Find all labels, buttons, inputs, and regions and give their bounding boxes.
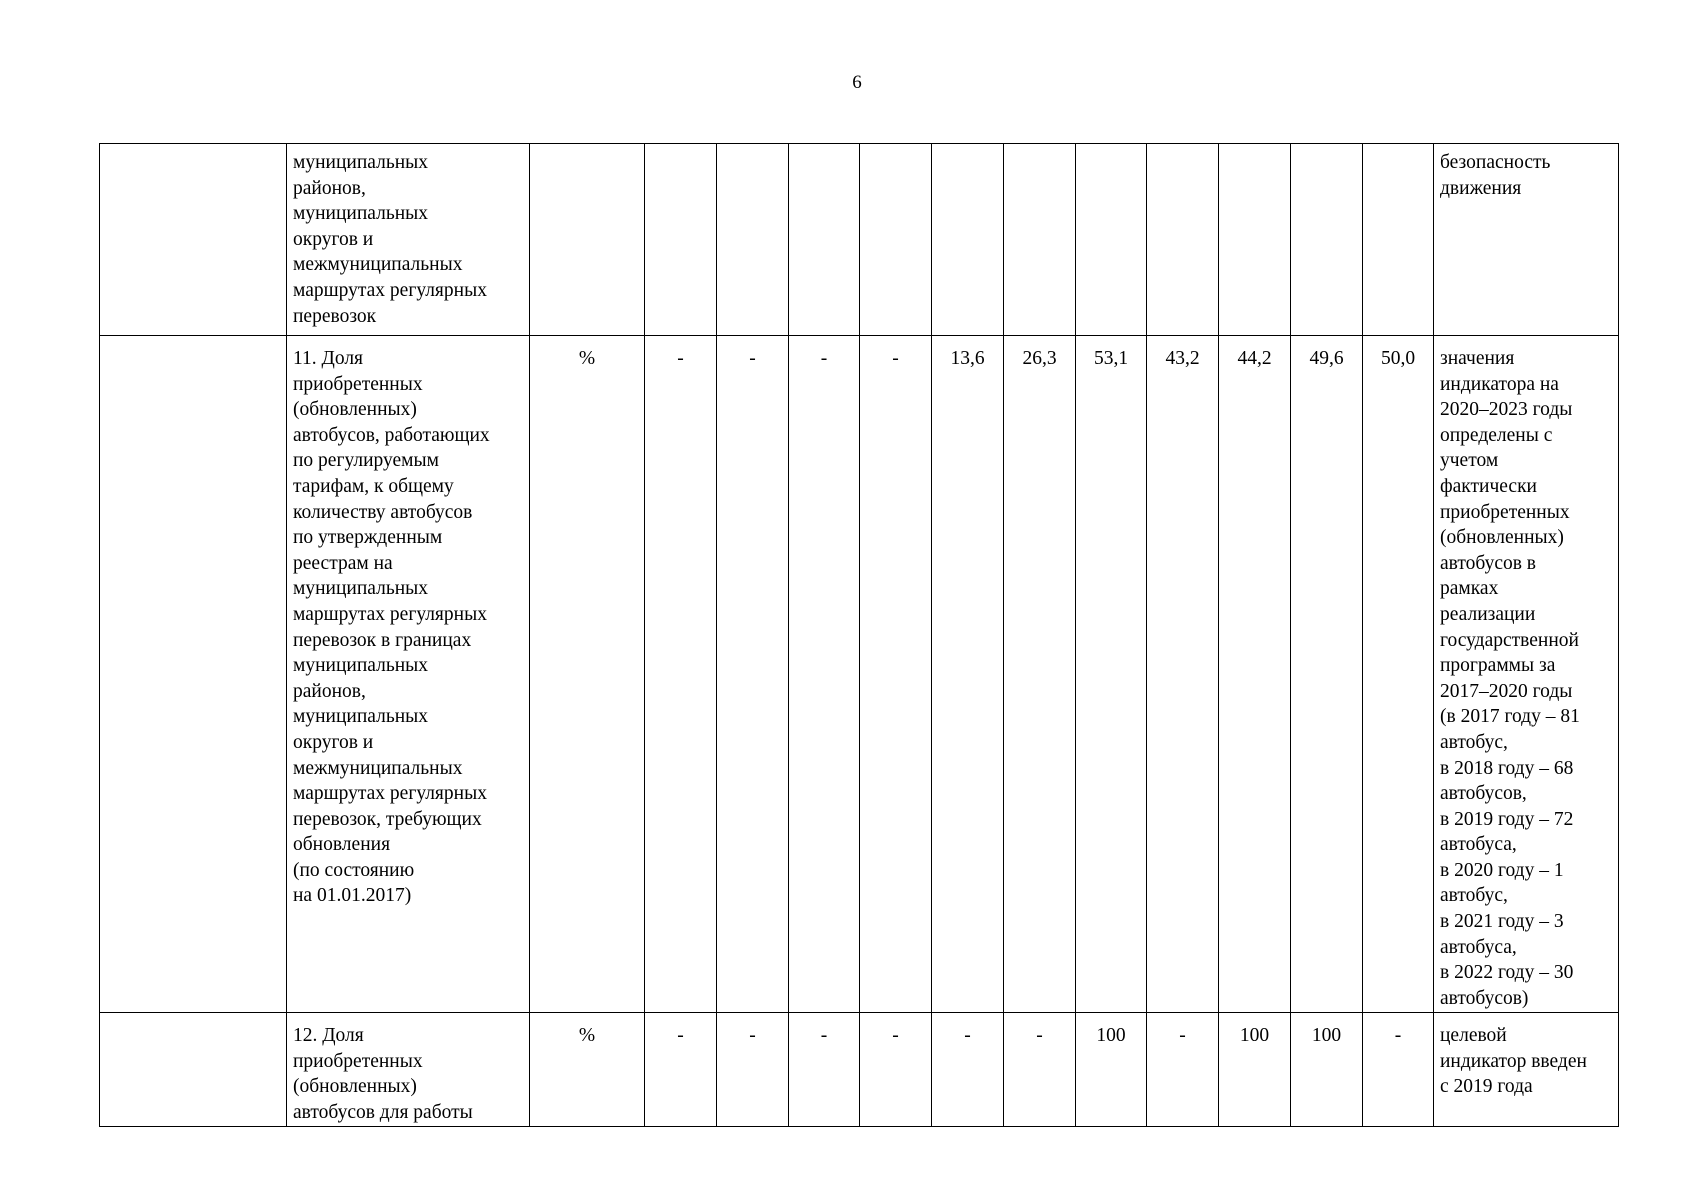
- value-cell: 49,6: [1291, 336, 1363, 1013]
- value-cell: -: [645, 1013, 717, 1127]
- value-cell: [860, 144, 932, 336]
- value-cell: [717, 144, 789, 336]
- note-cell: целевой индикатор введен с 2019 года: [1434, 1013, 1619, 1127]
- value-cell: [645, 144, 717, 336]
- table-row: [100, 144, 1619, 336]
- table-row: [100, 336, 1619, 1013]
- indicators-table: [99, 143, 1619, 1127]
- value-cell: -: [860, 336, 932, 1013]
- value-cell: 50,0: [1363, 336, 1434, 1013]
- value-cell: -: [1363, 1013, 1434, 1127]
- value-cell: 43,2: [1147, 336, 1219, 1013]
- value-cell: -: [932, 1013, 1004, 1127]
- value-cell: -: [1147, 1013, 1219, 1127]
- value-cell: 44,2: [1219, 336, 1291, 1013]
- note-cell: значения индикатора на 2020–2023 годы определены с учетом фактически приобретенных (обновленных) автобусов в рамках реализации государственной программы за 2017–2020 годы (в 2017 году – 81 автобус, в 2018 году – 68 автобусов, в 2019 году – 72 автобуса, в 2020 году – 1 автобус, в 2021 году – 3 автобуса, в 2022 году – 30 автобусов): [1434, 336, 1619, 1013]
- note-cell: безопасность движения: [1434, 144, 1619, 336]
- indicator-name-cell: 12. Доля приобретенных (обновленных) автобусов для работы: [287, 1013, 530, 1127]
- value-cell: [1004, 144, 1076, 336]
- value-cell: 13,6: [932, 336, 1004, 1013]
- value-cell: 100: [1219, 1013, 1291, 1127]
- indicator-name-cell: 11. Доля приобретенных (обновленных) автобусов, работающих по регулируемым тарифам, к общему количеству автобусов по утвержденным реестрам на муниципальных маршрутах регулярных перевозок в границах муниципальных районов, муниципальных округов и межмуниципальных маршрутах регулярных перевозок, требующих обновления (по состоянию на 01.01.2017): [287, 336, 530, 1013]
- value-cell: [1291, 144, 1363, 336]
- indicator-name-cell: муниципальных районов, муниципальных округов и межмуниципальных маршрутах регулярных перевозок: [287, 144, 530, 336]
- unit-cell: %: [530, 1013, 645, 1127]
- table-row: [100, 1013, 1619, 1127]
- value-cell: -: [860, 1013, 932, 1127]
- value-cell: -: [1004, 1013, 1076, 1127]
- value-cell: [789, 144, 860, 336]
- value-cell: -: [789, 336, 860, 1013]
- row-number-cell: [100, 1013, 287, 1127]
- value-cell: 100: [1076, 1013, 1147, 1127]
- value-cell: -: [717, 1013, 789, 1127]
- value-cell: -: [645, 336, 717, 1013]
- value-cell: 26,3: [1004, 336, 1076, 1013]
- value-cell: [932, 144, 1004, 336]
- value-cell: 53,1: [1076, 336, 1147, 1013]
- value-cell: [1219, 144, 1291, 336]
- value-cell: [1363, 144, 1434, 336]
- value-cell: -: [717, 336, 789, 1013]
- value-cell: 100: [1291, 1013, 1363, 1127]
- unit-cell: %: [530, 336, 645, 1013]
- row-number-cell: [100, 144, 287, 336]
- value-cell: [1147, 144, 1219, 336]
- value-cell: [1076, 144, 1147, 336]
- row-number-cell: [100, 336, 287, 1013]
- page-number: 6: [852, 72, 862, 93]
- value-cell: -: [789, 1013, 860, 1127]
- unit-cell: [530, 144, 645, 336]
